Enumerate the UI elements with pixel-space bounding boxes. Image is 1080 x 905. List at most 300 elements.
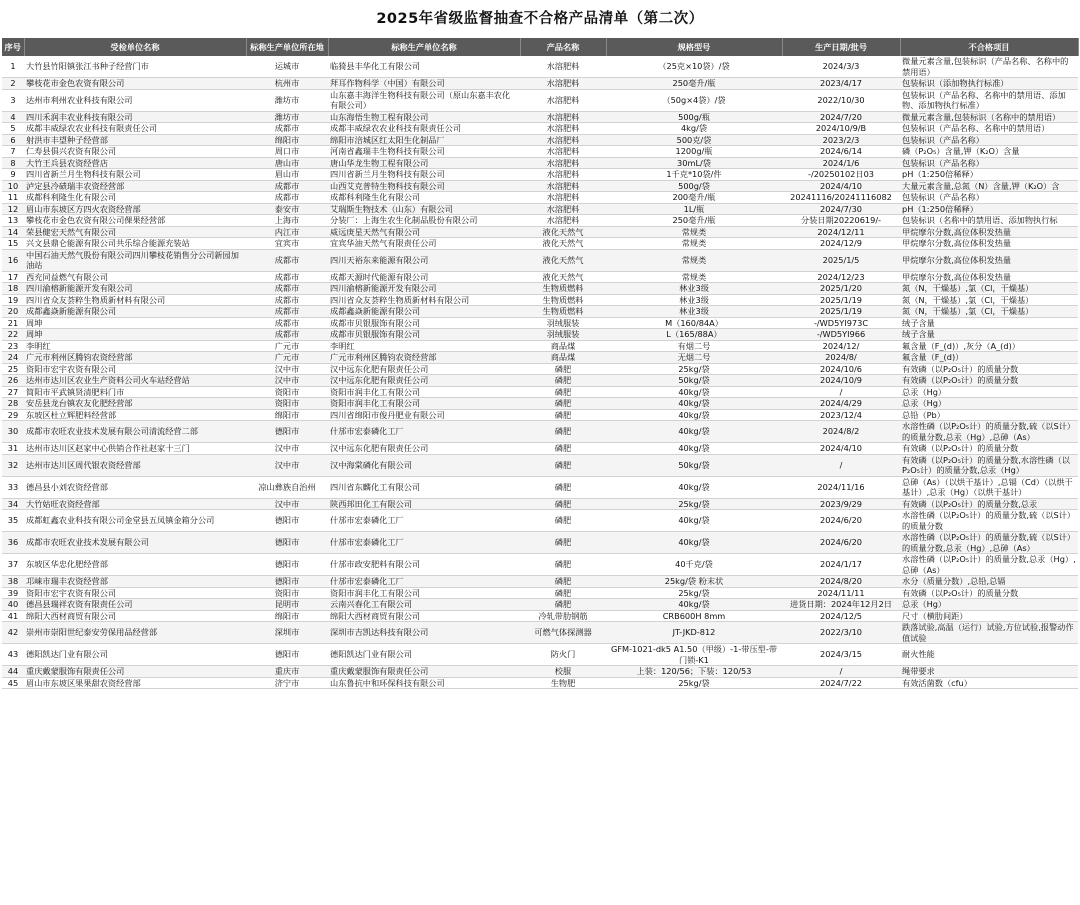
cell-manufacturer-name: 成都市贝银服饰有限公司 — [328, 317, 520, 329]
cell-product-name: 水溶肥料 — [520, 203, 606, 215]
cell-seq-no: 12 — [2, 203, 24, 215]
cell-inspected-unit: 大竹王兵县农资经营店 — [24, 157, 246, 169]
cell-manufacturer-name: 绵阳大西材商贸有限公司 — [328, 610, 520, 622]
cell-manufacturer-location: 德阳市 — [246, 554, 328, 576]
cell-inspected-unit: 成都鑫焱新能源有限公司 — [24, 306, 246, 318]
cell-specification: 25kg/袋 — [606, 587, 782, 599]
cell-product-name: 水溶肥料 — [520, 78, 606, 90]
cell-seq-no: 27 — [2, 386, 24, 398]
cell-inspected-unit: 泸定县冷碛瑞丰农资经营部 — [24, 180, 246, 192]
cell-specification: 200毫升/瓶 — [606, 192, 782, 204]
cell-production-date-batch: 2024/3/15 — [782, 644, 900, 666]
cell-seq-no: 20 — [2, 306, 24, 318]
cell-manufacturer-name: 拜耳作物科学（中国）有限公司 — [328, 78, 520, 90]
cell-seq-no: 9 — [2, 169, 24, 181]
cell-seq-no: 26 — [2, 375, 24, 387]
cell-specification: CRB600H 8mm — [606, 610, 782, 622]
cell-manufacturer-name: 河南省鑫瑞丰生物科技有限公司 — [328, 146, 520, 158]
cell-production-date-batch: 20241116/20241116082 — [782, 192, 900, 204]
cell-specification: 常规类 — [606, 226, 782, 238]
cell-inspected-unit: 仁寿县俱兴农资有限公司 — [24, 146, 246, 158]
cell-production-date-batch: 2025/1/19 — [782, 306, 900, 318]
cell-production-date-batch: 2024/7/30 — [782, 203, 900, 215]
cell-product-name: 磷肥 — [520, 554, 606, 576]
table-row — [2, 134, 1078, 146]
cell-product-name: 冷轧带肋钢筋 — [520, 610, 606, 622]
cell-production-date-batch: / — [782, 454, 900, 476]
cell-nonconforming-items: pH（1:250倍稀释） — [900, 203, 1078, 215]
cell-nonconforming-items: 氟含量（F_(d)）,灰分（A_(d)） — [900, 340, 1078, 352]
cell-specification: 林业3级 — [606, 294, 782, 306]
table-row — [2, 169, 1078, 181]
cell-manufacturer-location: 成都市 — [246, 271, 328, 283]
cell-inspected-unit: 射洪市丰望种子经营部 — [24, 134, 246, 146]
cell-manufacturer-location: 眉山市 — [246, 169, 328, 181]
cell-production-date-batch: 2024/12/23 — [782, 271, 900, 283]
cell-seq-no: 10 — [2, 180, 24, 192]
cell-production-date-batch: 2022/10/30 — [782, 89, 900, 111]
cell-manufacturer-location: 绵阳市 — [246, 610, 328, 622]
table-row — [2, 271, 1078, 283]
cell-manufacturer-location: 凉山彝族自治州 — [246, 476, 328, 498]
cell-manufacturer-location: 泰安市 — [246, 203, 328, 215]
cell-manufacturer-location: 成都市 — [246, 123, 328, 135]
cell-seq-no: 7 — [2, 146, 24, 158]
cell-product-name: 水溶肥料 — [520, 146, 606, 158]
table-row — [2, 317, 1078, 329]
cell-nonconforming-items: 耐火性能 — [900, 644, 1078, 666]
cell-nonconforming-items: 包装标识（产品名称） — [900, 192, 1078, 204]
cell-product-name: 液化天然气 — [520, 238, 606, 250]
cell-inspected-unit: 四川省众友荟粹生物质新材料有限公司 — [24, 294, 246, 306]
cell-manufacturer-location: 资阳市 — [246, 398, 328, 410]
cell-manufacturer-location: 资阳市 — [246, 386, 328, 398]
table-row — [2, 398, 1078, 410]
cell-specification: 250毫升/瓶 — [606, 215, 782, 227]
cell-product-name: 商品煤 — [520, 340, 606, 352]
cell-product-name: 磷肥 — [520, 510, 606, 532]
cell-inspected-unit: 李明红 — [24, 340, 246, 352]
cell-inspected-unit: 眉山市东坡区方四火农资经营部 — [24, 203, 246, 215]
cell-product-name: 磷肥 — [520, 363, 606, 375]
table-row — [2, 498, 1078, 510]
cell-manufacturer-location: 广元市 — [246, 340, 328, 352]
table-row — [2, 283, 1078, 295]
cell-product-name: 水溶肥料 — [520, 169, 606, 181]
cell-seq-no: 23 — [2, 340, 24, 352]
cell-manufacturer-location: 广元市 — [246, 352, 328, 364]
cell-specification: 25kg/袋 — [606, 498, 782, 510]
cell-product-name: 磷肥 — [520, 587, 606, 599]
cell-manufacturer-name: 四川省新兰月生物科技有限公司 — [328, 169, 520, 181]
table-row — [2, 226, 1078, 238]
cell-inspected-unit: 资阳市宏宇农资有限公司 — [24, 363, 246, 375]
table-row — [2, 644, 1078, 666]
cell-inspected-unit: 安岳县龙台镇农友化肥经营部 — [24, 398, 246, 410]
cell-manufacturer-name: 宜宾华油天然气有限责任公司 — [328, 238, 520, 250]
cell-manufacturer-location: 德阳市 — [246, 532, 328, 554]
cell-manufacturer-name: 汉中远东化肥有限责任公司 — [328, 443, 520, 455]
column-header-nonconforming-items: 不合格项目 — [900, 38, 1078, 56]
table-row — [2, 587, 1078, 599]
table-row — [2, 329, 1078, 341]
table-row — [2, 78, 1078, 90]
cell-product-name: 水溶肥料 — [520, 89, 606, 111]
cell-manufacturer-name: 绵阳市涪城区红太阳生化制品厂 — [328, 134, 520, 146]
cell-inspected-unit: 大竹姑旺农资经营部 — [24, 498, 246, 510]
cell-product-name: 商品煤 — [520, 352, 606, 364]
cell-specification: 25kg/袋 — [606, 677, 782, 689]
cell-production-date-batch: 2024/1/17 — [782, 554, 900, 576]
table-row — [2, 599, 1078, 611]
cell-specification: 1千克*10袋/件 — [606, 169, 782, 181]
table-row — [2, 306, 1078, 318]
cell-manufacturer-location: 济宁市 — [246, 677, 328, 689]
cell-seq-no: 18 — [2, 283, 24, 295]
document-title: 2025年省级监督抽查不合格产品清单（第二次） — [376, 11, 704, 27]
cell-inspected-unit: 东坡区华忠化肥经营部 — [24, 554, 246, 576]
cell-manufacturer-name: 威远庚星天然气有限公司 — [328, 226, 520, 238]
column-header-production-date-batch: 生产日期/批号 — [782, 38, 900, 56]
cell-seq-no: 2 — [2, 78, 24, 90]
table-row — [2, 340, 1078, 352]
cell-seq-no: 4 — [2, 111, 24, 123]
cell-nonconforming-items: 大量元素含量,总氮（N）含量,钾（K₂O）含 — [900, 180, 1078, 192]
cell-inspected-unit: 成都市农旺农业技术发展有限公司清流经营二部 — [24, 421, 246, 443]
table-row — [2, 111, 1078, 123]
cell-production-date-batch: 2024/6/20 — [782, 532, 900, 554]
cell-specification: 1200g/瓶 — [606, 146, 782, 158]
cell-product-name: 磷肥 — [520, 576, 606, 588]
cell-nonconforming-items: 有效磷（以P₂O₅计）的质量分数,总汞 — [900, 498, 1078, 510]
cell-manufacturer-name: 什邡市宏泰磷化工厂 — [328, 510, 520, 532]
column-header-specification: 规格型号 — [606, 38, 782, 56]
cell-nonconforming-items: 绳带要求 — [900, 666, 1078, 678]
cell-nonconforming-items: 有效磷（以P₂O₅计）的质量分数,水溶性磷（以P₂O₅计）的质量分数,总汞（Hg） — [900, 454, 1078, 476]
cell-product-name: 磷肥 — [520, 398, 606, 410]
cell-seq-no: 45 — [2, 677, 24, 689]
cell-manufacturer-name: 成都市贝银服饰有限公司 — [328, 329, 520, 341]
cell-product-name: 水溶肥料 — [520, 111, 606, 123]
cell-manufacturer-name: 四川省绵阳市俊丹肥业有限公司 — [328, 409, 520, 421]
cell-manufacturer-location: 汉中市 — [246, 363, 328, 375]
cell-manufacturer-location: 杭州市 — [246, 78, 328, 90]
cell-production-date-batch: 2024/11/16 — [782, 476, 900, 498]
table-row — [2, 576, 1078, 588]
cell-manufacturer-name: 成都天源时代能源有限公司 — [328, 271, 520, 283]
table-row — [2, 476, 1078, 498]
cell-manufacturer-name: 成都科利隆生化有限公司 — [328, 192, 520, 204]
cell-inspected-unit: 重庆戴蒙服饰有限责任公司 — [24, 666, 246, 678]
cell-inspected-unit: 成都市农旺农业技术发展有限公司 — [24, 532, 246, 554]
cell-inspected-unit: 大竹县竹阳镇张江书种子经营门市 — [24, 56, 246, 78]
cell-inspected-unit: 中国石油天然气股份有限公司四川攀枝花销售分公司新园加油站 — [24, 249, 246, 271]
table-row — [2, 249, 1078, 271]
table-row — [2, 677, 1078, 689]
cell-product-name: 水溶肥料 — [520, 123, 606, 135]
cell-nonconforming-items: 总砷（As）（以烘干基计）,总镉（Cd）（以烘干基计）,总汞（Hg）（以烘干基计） — [900, 476, 1078, 498]
cell-manufacturer-location: 德阳市 — [246, 644, 328, 666]
cell-production-date-batch: 2024/8/ — [782, 352, 900, 364]
cell-production-date-batch: 2024/12/11 — [782, 226, 900, 238]
cell-manufacturer-name: 四川省东麟化工有限公司 — [328, 476, 520, 498]
cell-nonconforming-items: 氟含量（F_(d)） — [900, 352, 1078, 364]
cell-inspected-unit: 周坤 — [24, 317, 246, 329]
table-row — [2, 454, 1078, 476]
cell-nonconforming-items: 有效磷（以P₂O₅计）的质量分数 — [900, 443, 1078, 455]
cell-production-date-batch: 2023/9/29 — [782, 498, 900, 510]
cell-inspected-unit: 资阳市宏宇农资有限公司 — [24, 587, 246, 599]
cell-production-date-batch: 2024/6/14 — [782, 146, 900, 158]
cell-production-date-batch: 2024/7/20 — [782, 111, 900, 123]
column-header-manufacturer-name: 标称生产单位名称 — [328, 38, 520, 56]
cell-inspected-unit: 邛崃市瑞丰农资经营部 — [24, 576, 246, 588]
table-header-row — [2, 38, 1078, 56]
cell-seq-no: 6 — [2, 134, 24, 146]
cell-nonconforming-items: 甲烷摩尔分数,高位体积发热量 — [900, 226, 1078, 238]
cell-nonconforming-items: 绒子含量 — [900, 329, 1078, 341]
cell-seq-no: 29 — [2, 409, 24, 421]
cell-specification: 40千克/袋 — [606, 554, 782, 576]
cell-manufacturer-name: 临猗县丰华化工有限公司 — [328, 56, 520, 78]
cell-specification: 30mL/袋 — [606, 157, 782, 169]
table-row — [2, 146, 1078, 158]
cell-specification: 25kg/袋 — [606, 363, 782, 375]
cell-product-name: 生物质燃料 — [520, 294, 606, 306]
cell-manufacturer-location: 成都市 — [246, 180, 328, 192]
cell-nonconforming-items: 水溶性磷（以P₂O₅计）的质量分数,总汞（Hg）,总砷（As） — [900, 554, 1078, 576]
cell-manufacturer-location: 昆明市 — [246, 599, 328, 611]
cell-manufacturer-location: 汉中市 — [246, 454, 328, 476]
cell-manufacturer-name: 云南兴春化工有限公司 — [328, 599, 520, 611]
cell-seq-no: 25 — [2, 363, 24, 375]
cell-seq-no: 30 — [2, 421, 24, 443]
cell-specification: 40kg/袋 — [606, 599, 782, 611]
cell-seq-no: 19 — [2, 294, 24, 306]
table-row — [2, 89, 1078, 111]
cell-specification: （25克×10袋）/袋 — [606, 56, 782, 78]
cell-manufacturer-name: 成都丰威绿农农业科技有限责任公司 — [328, 123, 520, 135]
cell-production-date-batch: 2023/4/17 — [782, 78, 900, 90]
cell-production-date-batch: / — [782, 386, 900, 398]
cell-nonconforming-items: 甲烷摩尔分数,高位体积发热量 — [900, 249, 1078, 271]
cell-inspected-unit: 成都科利隆生化有限公司 — [24, 192, 246, 204]
cell-nonconforming-items: 有效活菌数（cfu） — [900, 677, 1078, 689]
cell-production-date-batch: 2024/10/6 — [782, 363, 900, 375]
table-row — [2, 554, 1078, 576]
cell-specification: 50kg/袋 — [606, 375, 782, 387]
table-row — [2, 157, 1078, 169]
cell-manufacturer-name: 资阳市润丰化工有限公司 — [328, 587, 520, 599]
cell-product-name: 防火门 — [520, 644, 606, 666]
cell-product-name: 液化天然气 — [520, 226, 606, 238]
cell-seq-no: 16 — [2, 249, 24, 271]
cell-seq-no: 38 — [2, 576, 24, 588]
cell-production-date-batch: 2025/1/20 — [782, 283, 900, 295]
cell-manufacturer-name: 四川渝榕新能源开发有限公司 — [328, 283, 520, 295]
column-header-manufacturer-location: 标称生产单位所在地 — [246, 38, 328, 56]
cell-manufacturer-location: 汉中市 — [246, 498, 328, 510]
cell-product-name: 磷肥 — [520, 454, 606, 476]
cell-manufacturer-location: 德阳市 — [246, 510, 328, 532]
cell-seq-no: 37 — [2, 554, 24, 576]
cell-production-date-batch: 2023/12/4 — [782, 409, 900, 421]
table-row — [2, 666, 1078, 678]
cell-seq-no: 40 — [2, 599, 24, 611]
table-row — [2, 215, 1078, 227]
cell-manufacturer-location: 成都市 — [246, 317, 328, 329]
cell-specification: 250毫升/瓶 — [606, 78, 782, 90]
cell-product-name: 羽绒服装 — [520, 329, 606, 341]
cell-product-name: 水溶肥料 — [520, 192, 606, 204]
cell-seq-no: 33 — [2, 476, 24, 498]
cell-seq-no: 39 — [2, 587, 24, 599]
cell-specification: 40kg/袋 — [606, 510, 782, 532]
column-header-inspected-unit: 受检单位名称 — [24, 38, 246, 56]
table-row — [2, 610, 1078, 622]
cell-manufacturer-name: 什邡市宏泰磷化工厂 — [328, 421, 520, 443]
cell-inspected-unit: 成都虹鑫农业科技有限公司金堂县五凤镇金箱分公司 — [24, 510, 246, 532]
cell-production-date-batch: 2024/8/20 — [782, 576, 900, 588]
cell-inspected-unit: 崇州市崇阳世纪泰安劳保用品经营部 — [24, 622, 246, 644]
cell-product-name: 磷肥 — [520, 421, 606, 443]
cell-manufacturer-location: 内江市 — [246, 226, 328, 238]
cell-manufacturer-name: 唐山华龙生物工程有限公司 — [328, 157, 520, 169]
cell-seq-no: 41 — [2, 610, 24, 622]
cell-seq-no: 21 — [2, 317, 24, 329]
cell-inspected-unit: 眉山市东坡区果果甜农资经营部 — [24, 677, 246, 689]
cell-product-name: 生物肥 — [520, 677, 606, 689]
cell-nonconforming-items: 微量元素含量,包装标识（产品名称、名称中的禁用语） — [900, 56, 1078, 78]
cell-inspected-unit: 东坡区杜立辉肥料经营部 — [24, 409, 246, 421]
cell-manufacturer-name: 汉中远东化肥有限责任公司 — [328, 375, 520, 387]
cell-manufacturer-name: 汉中远东化肥有限责任公司 — [328, 363, 520, 375]
cell-production-date-batch: 2024/1/6 — [782, 157, 900, 169]
cell-production-date-batch: 2024/4/10 — [782, 443, 900, 455]
cell-nonconforming-items: 包装标识（产品名称、名称中的禁用语、添加物、添加物执行标准） — [900, 89, 1078, 111]
cell-nonconforming-items: 总汞（Hg） — [900, 398, 1078, 410]
cell-specification: 林业3级 — [606, 306, 782, 318]
cell-seq-no: 32 — [2, 454, 24, 476]
cell-manufacturer-location: 深圳市 — [246, 622, 328, 644]
cell-nonconforming-items: 包装标识（产品名称、名称中的禁用语） — [900, 123, 1078, 135]
cell-product-name: 水溶肥料 — [520, 157, 606, 169]
cell-manufacturer-name: 山东嘉丰海洋生物科技有限公司（原山东嘉丰农化有限公司） — [328, 89, 520, 111]
cell-seq-no: 1 — [2, 56, 24, 78]
cell-manufacturer-name: 资阳市润丰化工有限公司 — [328, 398, 520, 410]
cell-production-date-batch: 2024/12/ — [782, 340, 900, 352]
cell-specification: 40kg/袋 — [606, 421, 782, 443]
cell-seq-no: 42 — [2, 622, 24, 644]
cell-manufacturer-name: 汉中海棠磷化有限公司 — [328, 454, 520, 476]
cell-product-name: 水溶肥料 — [520, 215, 606, 227]
cell-manufacturer-name: 山东海悟生物工程有限公司 — [328, 111, 520, 123]
cell-nonconforming-items: 有效磷（以P₂O₅计）的质量分数 — [900, 375, 1078, 387]
cell-manufacturer-location: 运城市 — [246, 56, 328, 78]
cell-nonconforming-items: 水溶性磷（以P₂O₅计）的质量分数,硫（以S计）的质量分数 — [900, 510, 1078, 532]
cell-manufacturer-location: 成都市 — [246, 283, 328, 295]
cell-inspected-unit: 广元市利州区腾钧农资经营部 — [24, 352, 246, 364]
cell-manufacturer-location: 周口市 — [246, 146, 328, 158]
cell-specification: 40kg/袋 — [606, 476, 782, 498]
cell-manufacturer-location: 成都市 — [246, 294, 328, 306]
cell-seq-no: 28 — [2, 398, 24, 410]
cell-seq-no: 22 — [2, 329, 24, 341]
cell-specification: 50kg/袋 — [606, 454, 782, 476]
cell-seq-no: 35 — [2, 510, 24, 532]
cell-specification: 40kg/袋 — [606, 532, 782, 554]
cell-production-date-batch: 2024/10/9/B — [782, 123, 900, 135]
cell-specification: 无烟二号 — [606, 352, 782, 364]
cell-manufacturer-location: 成都市 — [246, 249, 328, 271]
cell-nonconforming-items: 水溶性磷（以P₂O₅计）的质量分数,硫（以S计）的质量分数,总汞（Hg）,总砷（As） — [900, 532, 1078, 554]
cell-specification: 常规类 — [606, 249, 782, 271]
cell-nonconforming-items: pH（1:250倍稀释） — [900, 169, 1078, 181]
cell-manufacturer-name: 分装厂：上海生农生化制品股份有限公司 — [328, 215, 520, 227]
cell-specification: 40kg/袋 — [606, 386, 782, 398]
cell-product-name: 液化天然气 — [520, 249, 606, 271]
cell-manufacturer-location: 德阳市 — [246, 421, 328, 443]
cell-specification: 500g/袋 — [606, 180, 782, 192]
cell-seq-no: 34 — [2, 498, 24, 510]
cell-manufacturer-name: 山东鲁抗中和环保科技有限公司 — [328, 677, 520, 689]
cell-product-name: 液化天然气 — [520, 271, 606, 283]
cell-product-name: 磷肥 — [520, 409, 606, 421]
cell-manufacturer-location: 潍坊市 — [246, 89, 328, 111]
cell-nonconforming-items: 尺寸（横肋间距） — [900, 610, 1078, 622]
cell-seq-no: 44 — [2, 666, 24, 678]
cell-nonconforming-items: 总铅（Pb） — [900, 409, 1078, 421]
cell-manufacturer-location: 宜宾市 — [246, 238, 328, 250]
table-row — [2, 443, 1078, 455]
cell-production-date-batch: 2024/8/2 — [782, 421, 900, 443]
cell-product-name: 水溶肥料 — [520, 134, 606, 146]
cell-inspected-unit: 达州市利州农业科技有限公司 — [24, 89, 246, 111]
cell-specification: 500克/袋 — [606, 134, 782, 146]
cell-production-date-batch: 分装日期20220619/- — [782, 215, 900, 227]
cell-product-name: 水溶肥料 — [520, 56, 606, 78]
cell-inspected-unit: 四川渝榕新能源开发有限公司 — [24, 283, 246, 295]
cell-nonconforming-items: 包装标识（产品名称） — [900, 134, 1078, 146]
cell-manufacturer-name: 四川天裕东来能源有限公司 — [328, 249, 520, 271]
cell-inspected-unit: 达州市达川区农业生产资料公司火车站经营站 — [24, 375, 246, 387]
cell-inspected-unit: 攀枝花市金色农资有限公司 — [24, 78, 246, 90]
cell-product-name: 磷肥 — [520, 498, 606, 510]
cell-specification: 常规类 — [606, 271, 782, 283]
cell-seq-no: 43 — [2, 644, 24, 666]
cell-nonconforming-items: 甲烷摩尔分数,高位体积发热量 — [900, 271, 1078, 283]
cell-manufacturer-location: 重庆市 — [246, 666, 328, 678]
cell-specification: 500g/瓶 — [606, 111, 782, 123]
cell-inspected-unit: 四川省新兰月生物科技有限公司 — [24, 169, 246, 181]
cell-production-date-batch: 2025/1/19 — [782, 294, 900, 306]
cell-inspected-unit: 德昌县小刘农资经营部 — [24, 476, 246, 498]
cell-inspected-unit: 绵阳大西材商贸有限公司 — [24, 610, 246, 622]
cell-production-date-batch: 2024/11/11 — [782, 587, 900, 599]
cell-manufacturer-name: 深圳市吉凯达科技有限公司 — [328, 622, 520, 644]
cell-seq-no: 14 — [2, 226, 24, 238]
nonconforming-products-table — [2, 38, 1079, 689]
cell-specification: L（165/88A） — [606, 329, 782, 341]
cell-seq-no: 31 — [2, 443, 24, 455]
cell-inspected-unit: 荣县健宏天然气有限公司 — [24, 226, 246, 238]
cell-manufacturer-location: 上海市 — [246, 215, 328, 227]
cell-production-date-batch: / — [782, 666, 900, 678]
cell-manufacturer-name: 山西艾克普特生物科技有限公司 — [328, 180, 520, 192]
cell-manufacturer-name: 什邡市政安肥料有限公司 — [328, 554, 520, 576]
cell-manufacturer-name: 德阳凯达门业有限公司 — [328, 644, 520, 666]
cell-nonconforming-items: 有效磷（以P₂O₅计）的质量分数 — [900, 587, 1078, 599]
